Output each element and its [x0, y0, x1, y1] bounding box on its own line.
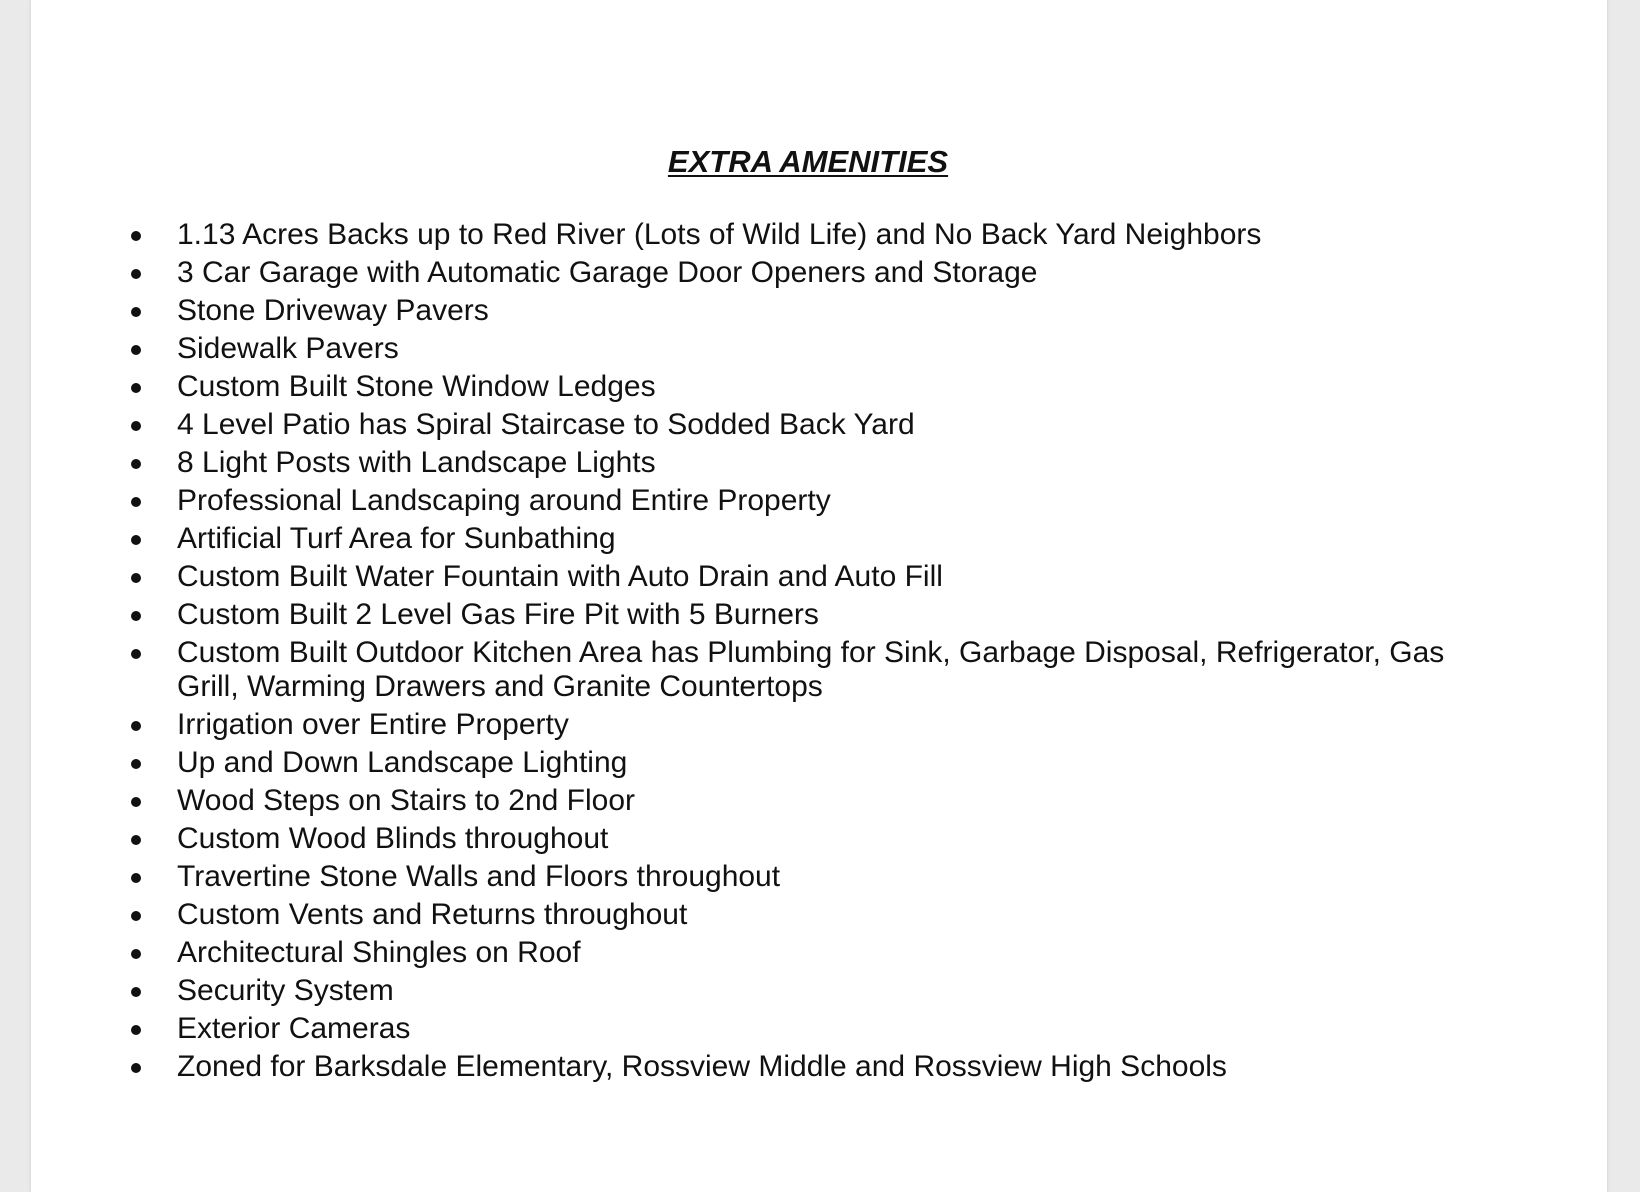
bullet-icon — [131, 231, 141, 241]
list-item — [100, 408, 1500, 442]
bullet-icon — [131, 759, 141, 769]
list-item-text: Zoned for Barksdale Elementary, Rossview Middle and Rossview High Schools — [177, 1050, 1227, 1083]
list-item-text: 8 Light Posts with Landscape Lights — [177, 446, 656, 479]
bullet-icon — [131, 611, 141, 621]
bullet-icon — [131, 949, 141, 959]
list-item-text: Custom Built Stone Window Ledges — [177, 370, 656, 403]
list-item — [100, 898, 1500, 932]
bullet-icon — [131, 459, 141, 469]
bullet-icon — [131, 535, 141, 545]
bullet-icon — [131, 573, 141, 583]
list-item — [100, 332, 1500, 366]
bullet-icon — [131, 873, 141, 883]
list-item — [100, 1050, 1500, 1084]
bullet-icon — [131, 307, 141, 317]
list-item — [100, 860, 1500, 894]
bullet-icon — [131, 1063, 141, 1073]
amenities-list — [100, 218, 1500, 1088]
list-item-text: Custom Built 2 Level Gas Fire Pit with 5 Burners — [177, 598, 819, 631]
list-item-text: Custom Built Outdoor Kitchen Area has Plumbing for Sink, Garbage Disposal, Refrigerator, Gas Grill, Warming Drawers and Granite Countertops — [177, 636, 1445, 703]
list-item — [100, 746, 1500, 780]
list-item-text: Custom Vents and Returns throughout — [177, 898, 688, 931]
bullet-icon — [131, 421, 141, 431]
list-item — [100, 936, 1500, 970]
list-item — [100, 822, 1500, 856]
list-item — [100, 560, 1500, 594]
bullet-icon — [131, 835, 141, 845]
list-item-text: Professional Landscaping around Entire Property — [177, 484, 831, 517]
list-item-text: Irrigation over Entire Property — [177, 708, 569, 741]
bullet-icon — [131, 383, 141, 393]
list-item-text: Exterior Cameras — [177, 1012, 411, 1045]
bullet-icon — [131, 649, 141, 659]
list-item-text: Up and Down Landscape Lighting — [177, 746, 628, 779]
list-item-text: Artificial Turf Area for Sunbathing — [177, 522, 616, 555]
document-page — [31, 0, 1607, 1192]
list-item-text: Wood Steps on Stairs to 2nd Floor — [177, 784, 636, 817]
bullet-icon — [131, 269, 141, 279]
list-item — [100, 784, 1500, 818]
list-item-text: Sidewalk Pavers — [177, 332, 399, 365]
list-item-text: 1.13 Acres Backs up to Red River (Lots of Wild Life) and No Back Yard Neighbors — [177, 218, 1262, 251]
list-item — [100, 1012, 1500, 1046]
list-item — [100, 522, 1500, 556]
list-item — [100, 484, 1500, 518]
list-item-text: Custom Built Water Fountain with Auto Drain and Auto Fill — [177, 560, 943, 593]
list-item — [100, 370, 1500, 404]
list-item — [100, 636, 1500, 704]
list-item — [100, 446, 1500, 480]
list-item — [100, 974, 1500, 1008]
list-item-text: Security System — [177, 974, 394, 1007]
list-item — [100, 256, 1500, 290]
list-item-text: Travertine Stone Walls and Floors throughout — [177, 860, 781, 893]
list-item-text: Custom Wood Blinds throughout — [177, 822, 609, 855]
list-item-text: 4 Level Patio has Spiral Staircase to Sodded Back Yard — [177, 408, 915, 441]
list-item — [100, 294, 1500, 328]
bullet-icon — [131, 497, 141, 507]
bullet-icon — [131, 987, 141, 997]
list-item-text: Stone Driveway Pavers — [177, 294, 489, 327]
bullet-icon — [131, 797, 141, 807]
bullet-icon — [131, 1025, 141, 1035]
list-item-text: Architectural Shingles on Roof — [177, 936, 581, 969]
bullet-icon — [131, 721, 141, 731]
list-item-text: 3 Car Garage with Automatic Garage Door Openers and Storage — [177, 256, 1038, 289]
list-item — [100, 218, 1500, 252]
list-item — [100, 708, 1500, 742]
list-item — [100, 598, 1500, 632]
document-title: EXTRA AMENITIES — [667, 144, 949, 179]
bullet-icon — [131, 911, 141, 921]
bullet-icon — [131, 345, 141, 355]
